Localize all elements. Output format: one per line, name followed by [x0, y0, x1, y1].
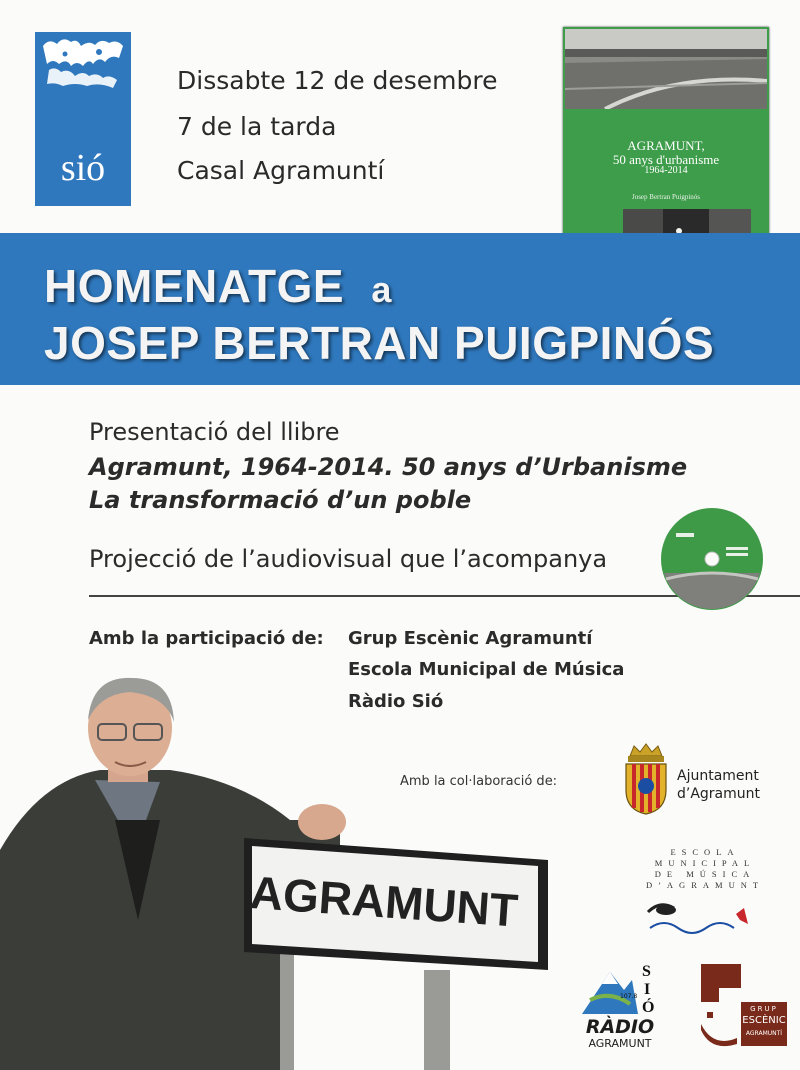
- book-title-full: Agramunt, 1964-2014. 50 anys d’Urbanisme: [89, 453, 688, 481]
- radio-name: RÀDIO: [585, 1016, 655, 1038]
- escola-line4: D’AGRAMUNT: [645, 880, 765, 890]
- book-cover-photo-top: [565, 29, 767, 109]
- event-time: 7 de la tarda: [177, 112, 337, 141]
- participation-label: Amb la participació de:: [89, 628, 324, 649]
- book-subtitle: La transformació d’un poble: [89, 486, 472, 514]
- presentation-intro: Presentació del llibre: [89, 418, 340, 446]
- banner-homenatge: HOMENATGE: [44, 260, 345, 312]
- ajuntament-shield-icon: [622, 742, 670, 816]
- book-title-line1: AGRAMUNT,: [627, 138, 705, 153]
- banner-a: a: [371, 269, 392, 310]
- escola-line2: MUNICIPAL: [654, 858, 756, 868]
- grup-escenic-logo: [697, 962, 787, 1048]
- banner-title-line1: [44, 260, 392, 312]
- projection-text: Projecció de l’audiovisual que l’acompanya: [89, 545, 608, 573]
- grup-label-box: [741, 1002, 787, 1046]
- event-place: Casal Agramuntí: [177, 156, 385, 185]
- radio-town: AGRAMUNT: [588, 1037, 652, 1050]
- logo-name: sió: [60, 147, 106, 189]
- book-author: Josep Bertran Puigpinós: [631, 193, 701, 201]
- grup-mask-icon: [697, 962, 747, 1048]
- participant-grup: Grup Escènic Agramuntí: [348, 628, 593, 649]
- book-title: [563, 139, 769, 177]
- grup-line3: AGRAMUNTÍ: [745, 1030, 783, 1037]
- radio-frequency: 107.8: [620, 993, 638, 1000]
- participant-escola: Escola Municipal de Música: [348, 659, 625, 680]
- ajuntament-line2: d’Agramunt: [677, 786, 761, 802]
- participant-radio: Ràdio Sió: [348, 691, 444, 712]
- music-wave-icon: [640, 894, 770, 942]
- ajuntament-line1: Ajuntament: [677, 768, 759, 784]
- cd-icon: [660, 507, 764, 611]
- sio-logo: [35, 32, 131, 206]
- grup-line2: ESCÈNIC: [742, 1015, 786, 1026]
- escola-musica-logo: [630, 848, 780, 944]
- radio-letter-i: I: [644, 981, 651, 998]
- escola-line3: DE MÚSICA: [654, 869, 756, 879]
- book-title-years: 1964-2014: [644, 165, 688, 177]
- escola-line1: ESCOLA: [670, 847, 740, 857]
- banner-title-line2: JOSEP BERTRAN PUIGPINÓS: [44, 317, 715, 369]
- town-sign-text: AGRAMUNT: [248, 865, 520, 937]
- radio-letter-s: S: [642, 963, 651, 980]
- splash-icon: [39, 36, 127, 92]
- book-title-line2: 50 anys d'urbanisme: [612, 151, 720, 167]
- radio-mountain-icon: [580, 960, 660, 1018]
- radio-letter-o: Ó: [642, 999, 655, 1016]
- radio-sio-logo: [580, 960, 660, 1055]
- event-date: Dissabte 12 de desembre: [177, 66, 498, 95]
- grup-line1: GRUP: [750, 1005, 778, 1013]
- collaboration-label: Amb la col·laboració de:: [400, 774, 558, 789]
